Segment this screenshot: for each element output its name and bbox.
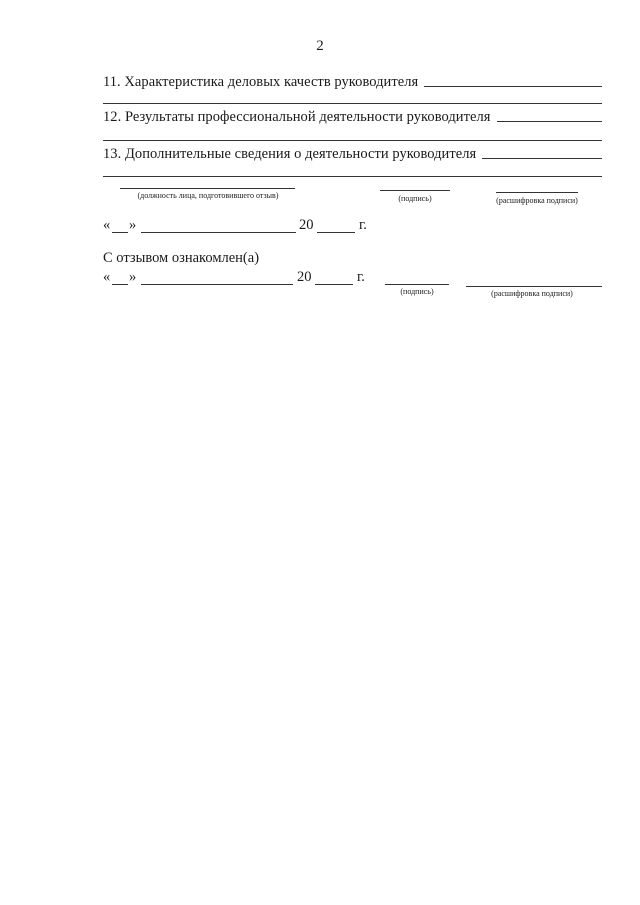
decoding-caption: (расшифровка подписи) [496,196,578,205]
ack-day-blank [112,284,128,285]
signature-caption: (подпись) [398,194,432,203]
month-blank [141,232,296,233]
item-12-fill-line [497,121,603,122]
decoding-line [496,192,578,193]
position-caption: (должность лица, подготовившего отзыв) [137,191,279,200]
acknowledgement-label: С отзывом ознакомлен(а) [103,250,260,266]
item-11-line [103,70,602,90]
ack-date-close-quote: » [129,269,137,285]
year-blank [317,232,355,233]
date-close-quote: » [129,217,137,233]
item-12-continuation-line [103,140,602,141]
day-blank [112,232,128,233]
ack-month-blank [141,284,293,285]
ack-year-suffix: г. [357,269,365,285]
item-13-label: 13. Дополнительные сведения о деятельности руководителя [103,146,477,162]
date-row-1 [103,215,403,233]
page-number: 2 [316,38,324,54]
item-13-fill-line [482,158,602,159]
item-12-label: 12. Результаты профессиональной деятельности руководителя [103,109,491,125]
year-suffix: г. [359,217,367,233]
ack-year-blank [315,284,353,285]
signature-line [380,190,450,191]
ack-date-open-quote: « [103,269,111,285]
ack-decoding-line [466,286,602,287]
date-row-2 [103,267,403,285]
item-11-fill-line [424,86,602,87]
position-line [120,188,295,189]
item-13-line [103,142,602,162]
ack-decoding-caption: (расшифровка подписи) [491,289,573,298]
year-prefix: 20 [299,217,314,233]
item-12-line [103,105,602,125]
ack-signature-caption: (подпись) [400,287,434,296]
ack-year-prefix: 20 [297,269,312,285]
item-13-continuation-line [103,176,602,177]
item-11-label: 11. Характеристика деловых качеств руководителя [103,74,419,90]
date-open-quote: « [103,217,111,233]
ack-signature-line [385,284,449,285]
item-11-continuation-line [103,103,602,104]
